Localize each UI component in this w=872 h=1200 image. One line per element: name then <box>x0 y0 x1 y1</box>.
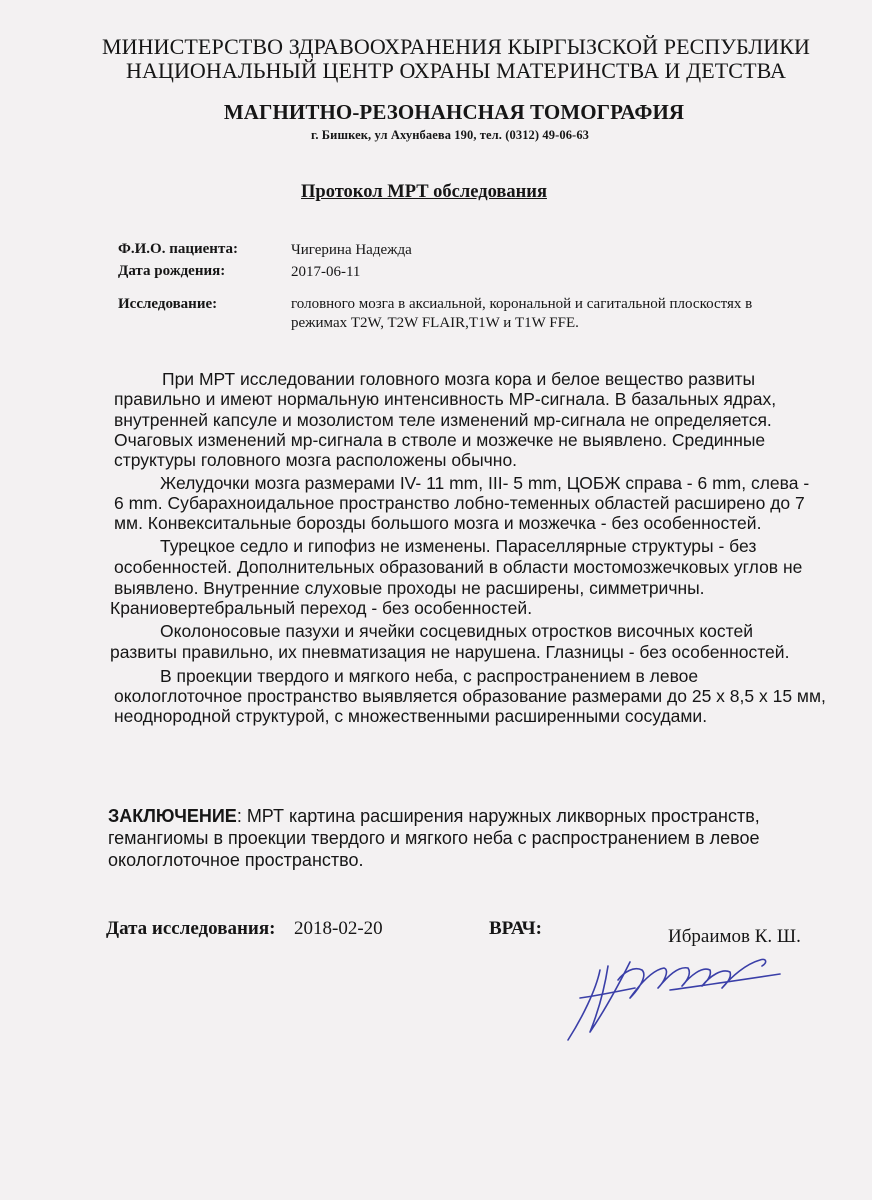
patient-name-label: Ф.И.О. пациента: <box>118 241 238 257</box>
patient-name-value: Чигерина Надежда <box>291 242 412 258</box>
signature-stroke <box>590 962 630 1032</box>
conclusion-line: гемангиомы в проекции твердого и мягкого неба с распространением в левое <box>108 828 760 848</box>
ministry-heading: МИНИСТЕРСТВО ЗДРАВООХРАНЕНИЯ КЫРГЫЗСКОЙ РЕСПУБЛИКИ <box>101 34 810 59</box>
findings-line: мм. Конвекситальные борозды большого мозга и мозжечка - без особенностей. <box>114 513 762 533</box>
findings-line: Турецкое седло и гипофиз не изменены. Параселлярные структуры - без <box>160 536 757 556</box>
findings-line: особенностей. Дополнительных образований в области мостомозжечковых углов не <box>114 557 803 577</box>
signature-stroke <box>580 988 635 998</box>
conclusion-line <box>108 805 760 827</box>
address-line: г. Бишкек, ул Ахунбаева 190, тел. (0312) 49-06-63 <box>310 128 590 142</box>
findings-line: Околоносовые пазухи и ячейки сосцевидных отростков височных костей <box>160 621 753 641</box>
findings-line: Очаговых изменений мр-сигнала в стволе и мозжечке не выявлено. Срединные <box>114 430 766 450</box>
birth-date-label: Дата рождения: <box>118 263 226 279</box>
findings-line: Желудочки мозга размерами IV- 11 mm, III- 5 mm, ЦОБЖ справа - 6 mm, слева - <box>160 473 810 493</box>
department-heading: МАГНИТНО-РЕЗОНАНСНАЯ ТОМОГРАФИЯ <box>223 100 685 124</box>
findings-line: структуры головного мозга расположены обычно. <box>114 450 518 470</box>
findings-line: развиты правильно, их пневматизация не нарушена. Глазницы - без особенностей. <box>110 642 790 662</box>
study-label: Исследование: <box>118 296 218 312</box>
doctor-name: Ибраимов К. Ш. <box>668 926 801 947</box>
findings-line: При МРТ исследовании головного мозга кора и белое вещество развиты <box>162 369 756 389</box>
document-title: Протокол МРТ обследования <box>301 182 547 202</box>
study-description-line: головного мозга в аксиальной, корональной и сагитальной плоскостях в <box>291 296 753 312</box>
signature-stroke <box>670 974 780 990</box>
findings-line: внутренней капсуле и мозолистом теле изменений мр-сигнала не определяется. <box>114 410 772 430</box>
conclusion-label: ЗАКЛЮЧЕНИЕ <box>108 806 237 826</box>
study-date-value: 2018-02-20 <box>294 918 383 939</box>
study-date-label: Дата исследования: <box>106 918 276 939</box>
findings-line: В проекции твердого и мягкого неба, с распространением в левое <box>160 666 699 686</box>
findings-line: правильно и имеют нормальную интенсивность МР-сигнала. В базальных ядрах, <box>114 389 777 409</box>
conclusion-line: окологлоточное пространство. <box>108 850 364 870</box>
findings-line: выявлено. Внутренние слуховые проходы не расширены, симметричны. <box>114 578 705 598</box>
doctor-label: ВРАЧ: <box>489 918 542 939</box>
center-heading: НАЦИОНАЛЬНЫЙ ЦЕНТР ОХРАНЫ МАТЕРИНСТВА И ДЕТСТВА <box>125 58 786 83</box>
findings-line: окологлоточное пространство выявляется образование размерами до 25 х 8,5 х 15 мм, <box>114 686 826 706</box>
birth-date-value: 2017-06-11 <box>291 264 361 280</box>
doctor-signature <box>560 940 800 1050</box>
findings-line: Краниовертебральный переход - без особенностей. <box>110 598 533 618</box>
findings-line: 6 mm. Субарахноидальное пространство лобно-теменных областей расширено до 7 <box>114 493 805 513</box>
signature-stroke <box>568 970 600 1040</box>
study-description-line: режимах T2W, T2W FLAIR,T1W и T1W FFE. <box>291 315 579 331</box>
findings-line: неоднородной структурой, с множественными расширенными сосудами. <box>114 706 708 726</box>
conclusion-text: : МРТ картина расширения наружных ликворных пространств, <box>236 806 760 826</box>
